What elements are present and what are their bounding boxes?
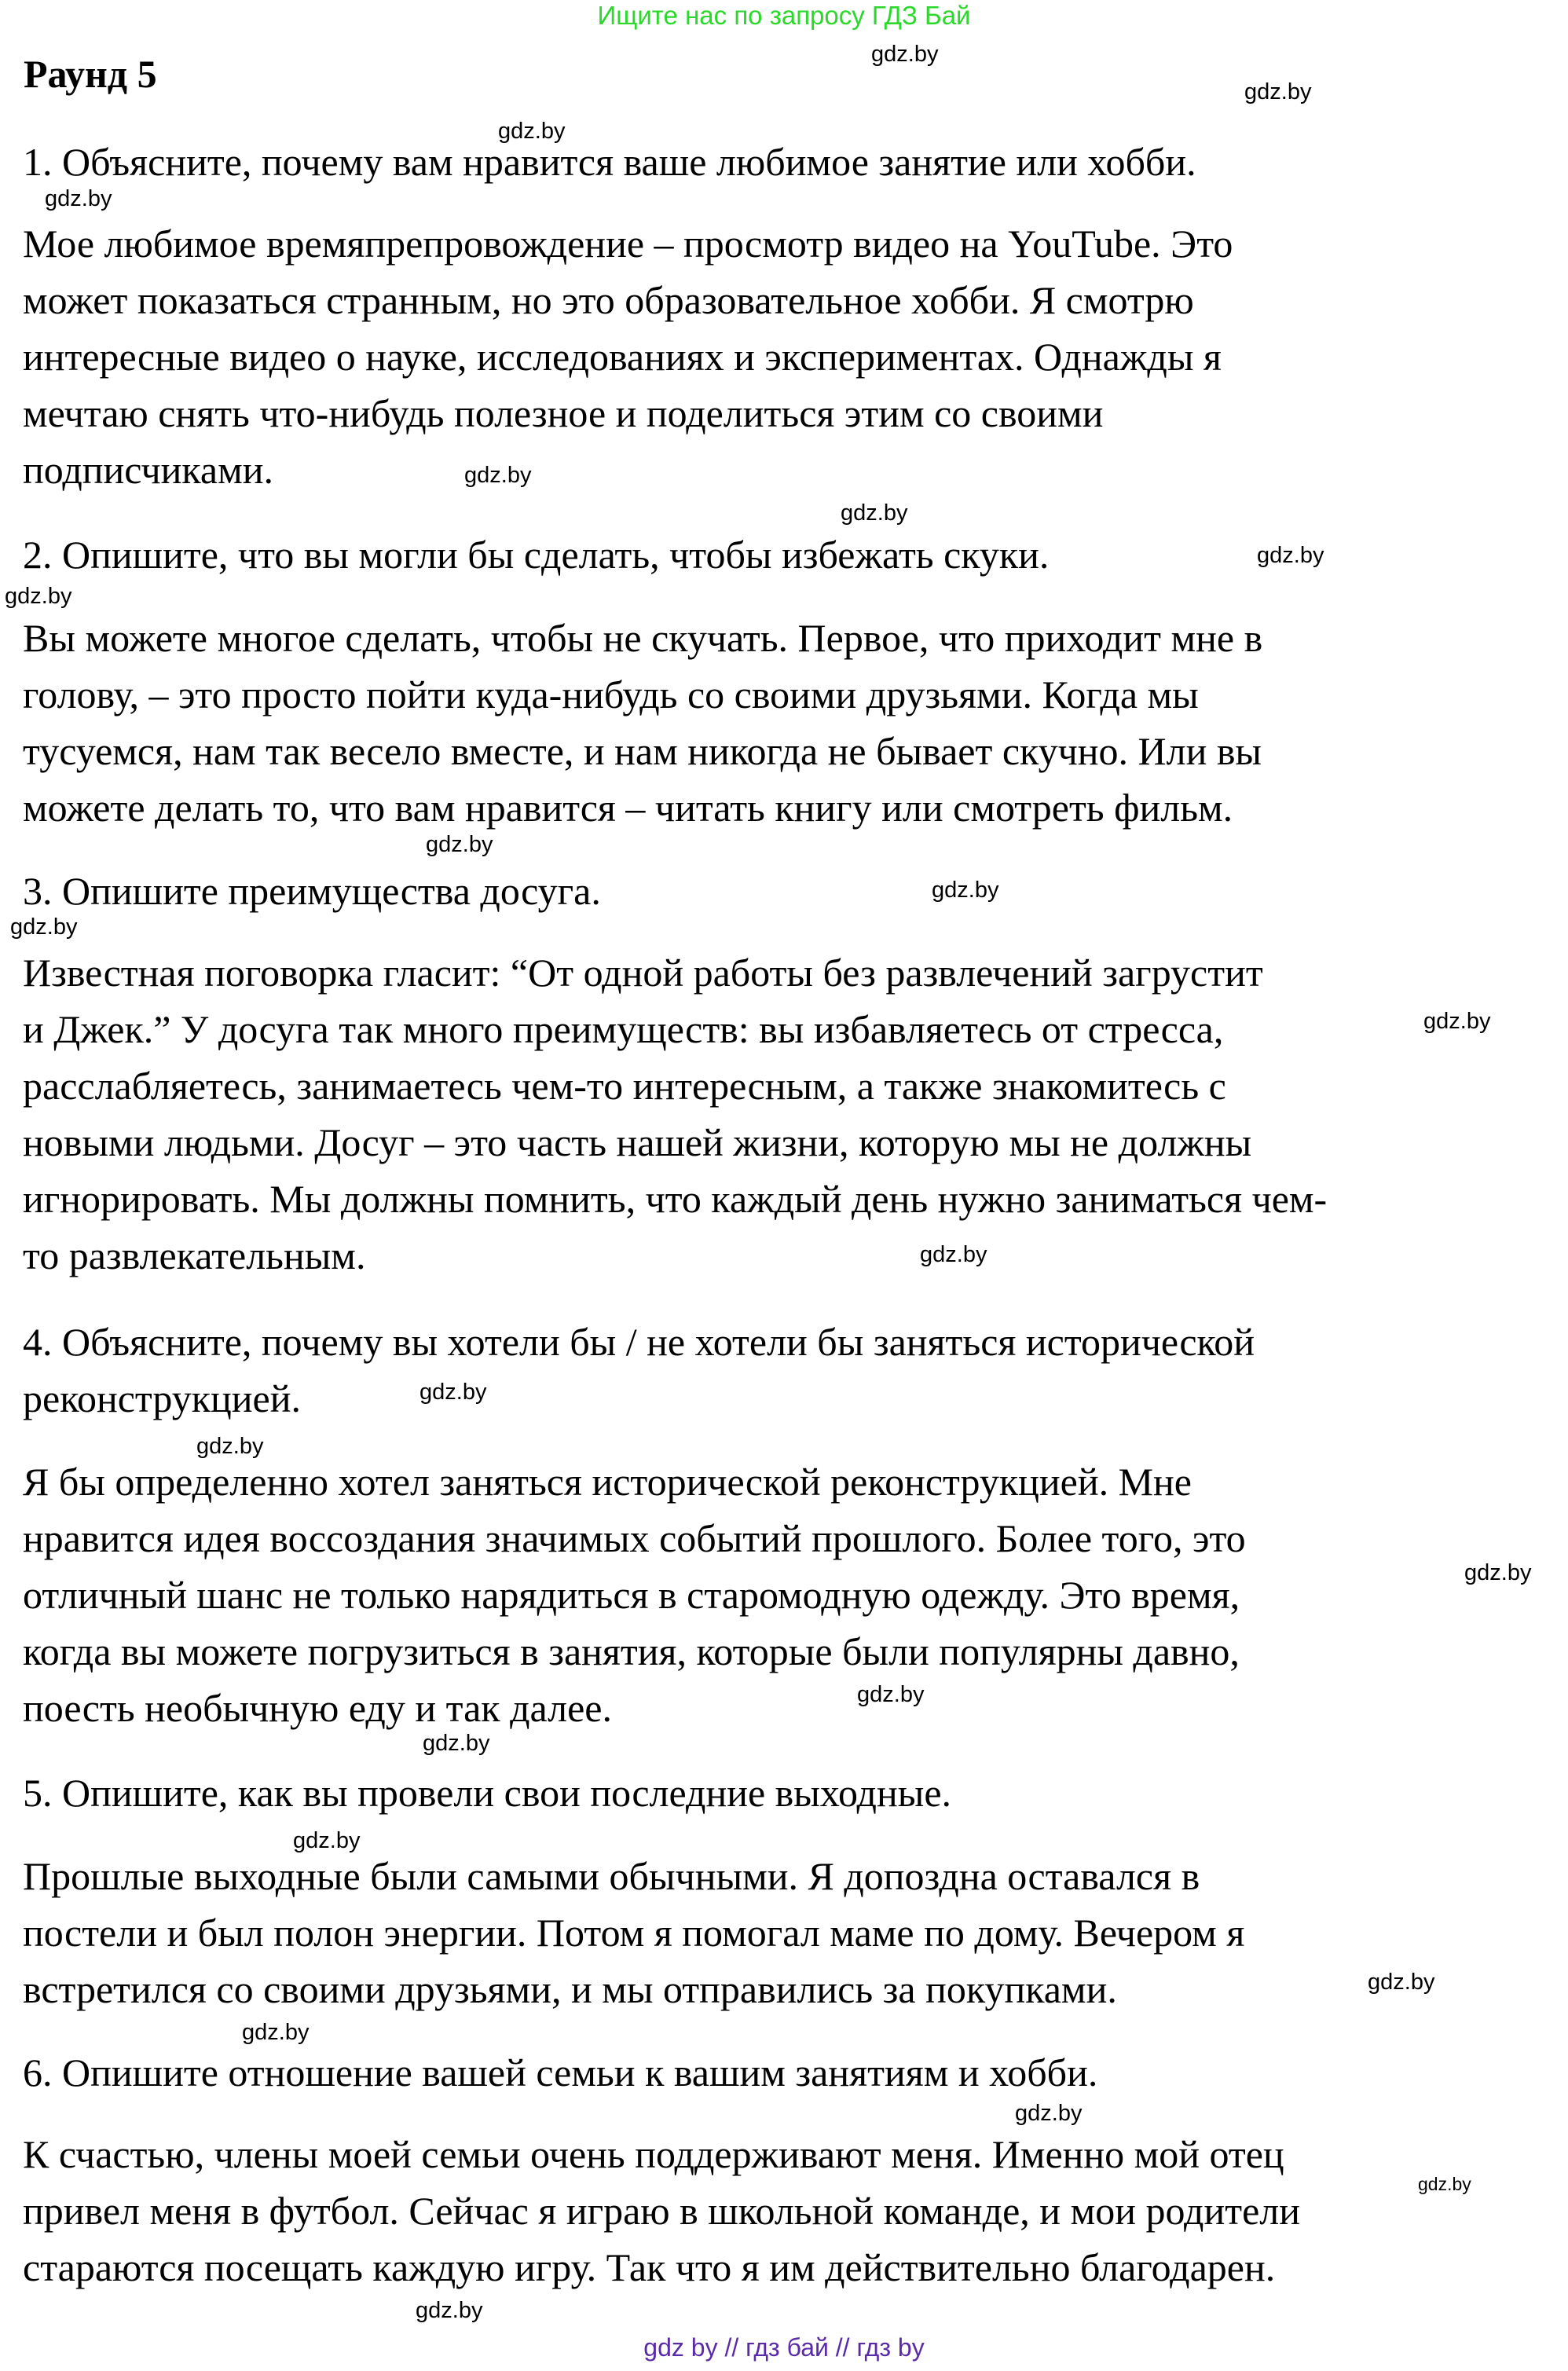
watermark: gdz.by <box>464 463 532 488</box>
question-4 <box>23 1314 1555 1427</box>
text-line: 3. Опишите преимущества досуга. <box>23 869 601 913</box>
text-line: нравится идея воссоздания значимых событий прошлого. Более того, это <box>23 1516 1246 1560</box>
text-line: реконструкцией. <box>23 1376 301 1420</box>
watermark: gdz.by <box>416 2298 483 2323</box>
text-line: новыми людьми. Досуг – это часть нашей жизни, которую мы не должны <box>23 1120 1252 1164</box>
page-title: Раунд 5 <box>24 52 157 96</box>
answer-4 <box>23 1453 1555 1736</box>
watermark: gdz.by <box>196 1434 264 1459</box>
watermark: gdz.by <box>426 832 493 857</box>
watermark: gdz.by <box>841 500 908 526</box>
question-5 <box>23 1765 1555 1821</box>
watermark: gdz.by <box>1015 2101 1083 2126</box>
question-3 <box>23 863 1555 919</box>
text-line: интересные видео о науке, исследованиях и экспериментах. Однажды я <box>23 335 1222 379</box>
text-line: и Джек.” У досуга так много преимуществ: вы избавляетесь от стресса, <box>23 1007 1224 1051</box>
answer-3 <box>23 944 1555 1284</box>
text-line: 4. Объясните, почему вы хотели бы / не хотели бы заняться исторической <box>23 1320 1255 1364</box>
watermark: gdz.by <box>242 2020 310 2045</box>
text-line: Я бы определенно хотел заняться исторической реконструкцией. Мне <box>23 1460 1192 1504</box>
text-line: игнорировать. Мы должны помнить, что каждый день нужно заниматься чем- <box>23 1177 1328 1221</box>
text-line: расслабляетесь, занимаетесь чем-то интересным, а также знакомитесь с <box>23 1064 1226 1108</box>
text-line: привел меня в футбол. Сейчас я играю в школьной команде, и мои родители <box>23 2189 1300 2233</box>
text-line: Вы можете многое сделать, чтобы не скучать. Первое, что приходит мне в <box>23 616 1263 660</box>
watermark: gdz.by <box>1368 1970 1435 1995</box>
answer-1 <box>23 215 1555 498</box>
question-2 <box>23 526 1555 583</box>
answer-5 <box>23 1848 1555 2017</box>
watermark: gdz.by <box>871 42 939 67</box>
text-line: когда вы можете погрузиться в занятия, которые были популярны давно, <box>23 1629 1240 1673</box>
watermark: gdz.by <box>857 1682 925 1707</box>
text-line: поесть необычную еду и так далее. <box>23 1686 612 1730</box>
watermark: gdz.by <box>932 878 999 903</box>
search-banner[interactable]: Ищите нас по запросу ГДЗ Бай <box>597 1 971 30</box>
watermark: gdz.by <box>1244 79 1312 104</box>
text-line: подписчиками. <box>23 448 273 492</box>
text-line: голову, – это просто пойти куда-нибудь со своими друзьями. Когда мы <box>23 672 1199 716</box>
text-line: мечтаю снять что-нибудь полезное и поделиться этим со своими <box>23 391 1104 435</box>
watermark: gdz.by <box>1423 1009 1491 1034</box>
text-line: Известная поговорка гласит: “От одной работы без развлечений загрустит <box>23 951 1263 995</box>
text-line: может показаться странным, но это образовательное хобби. Я смотрю <box>23 278 1194 322</box>
text-line: встретился со своими друзьями, и мы отправились за покупками. <box>23 1967 1117 2011</box>
text-line: 5. Опишите, как вы провели свои последние выходные. <box>23 1771 952 1815</box>
text-line: К счастью, члены моей семьи очень поддерживают меня. Именно мой отец <box>23 2132 1284 2176</box>
text-line: стараются посещать каждую игру. Так что я им действительно благодарен. <box>23 2245 1276 2289</box>
text-line: 2. Опишите, что вы могли бы сделать, чтобы избежать скуки. <box>23 533 1050 577</box>
watermark: gdz.by <box>920 1242 987 1267</box>
watermark: gdz.by <box>45 186 112 211</box>
answer-6 <box>23 2126 1555 2296</box>
watermark: gdz.by <box>419 1380 487 1405</box>
question-6 <box>23 2044 1555 2101</box>
watermark: gdz.by <box>1257 543 1324 568</box>
text-line: отличный шанс не только нарядиться в старомодную одежду. Это время, <box>23 1573 1240 1617</box>
watermark: gdz.by <box>10 914 78 940</box>
watermark: gdz.by <box>293 1828 361 1853</box>
answer-2 <box>23 610 1555 836</box>
footer-links[interactable]: gdz by // гдз бай // гдз by <box>643 2333 925 2362</box>
text-line: можете делать то, что вам нравится – читать книгу или смотреть фильм. <box>23 786 1233 830</box>
text-line: постели и был полон энергии. Потом я помогал маме по дому. Вечером я <box>23 1911 1245 1955</box>
question-1 <box>23 134 1555 190</box>
text-line: то развлекательным. <box>23 1233 366 1277</box>
watermark: gdz.by <box>498 119 566 144</box>
text-line: Мое любимое времяпрепровождение – просмотр видео на YouTube. Это <box>23 222 1233 266</box>
watermark: gdz.by <box>1464 1560 1532 1585</box>
text-line: тусуемся, нам так весело вместе, и нам никогда не бывает скучно. Или вы <box>23 729 1262 773</box>
text-line: 1. Объясните, почему вам нравится ваше любимое занятие или хобби. <box>23 140 1196 184</box>
watermark: gdz.by <box>423 1731 490 1756</box>
text-line: 6. Опишите отношение вашей семьи к вашим занятиям и хобби. <box>23 2050 1098 2094</box>
watermark: gdz.by <box>5 584 72 609</box>
watermark: gdz.by <box>1418 2174 1471 2194</box>
text-line: Прошлые выходные были самыми обычными. Я допоздна оставался в <box>23 1854 1200 1898</box>
